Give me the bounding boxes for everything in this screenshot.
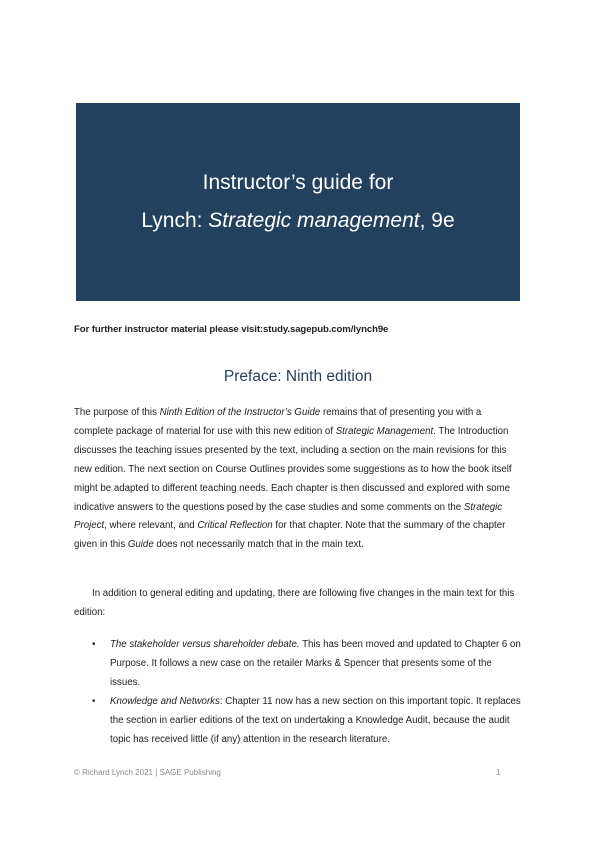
italic-run: Strategic Project bbox=[74, 501, 503, 532]
title-line-1: Instructor’s guide for bbox=[202, 171, 394, 194]
changes-list bbox=[74, 636, 522, 749]
footer-copyright: © Richard Lynch 2021 | SAGE Publishing bbox=[74, 768, 221, 777]
text-run: remains that of presenting you with a complete package of material for use with this new edition of bbox=[74, 407, 482, 437]
title-line-2 bbox=[76, 209, 520, 233]
paragraph-changes: In addition to general editing and updating, there are following five changes in the main text for this edition: bbox=[74, 588, 515, 618]
paragraph-purpose bbox=[74, 404, 522, 555]
bullet-icon: • bbox=[92, 639, 96, 650]
item-title: The stakeholder versus shareholder debate. bbox=[110, 639, 300, 650]
title-banner bbox=[76, 103, 520, 301]
italic-run: Ninth Edition of the Instructor’s Guide bbox=[159, 407, 321, 418]
title-edition: , 9e bbox=[419, 209, 455, 232]
item-text: : Chapter 11 now has a new section on this important topic. It replaces the section in earlier editions of the text on undertaking a Knowledge Audit, because the audit topic has received little (if any) attention in the research literature. bbox=[110, 695, 521, 745]
italic-run: Critical Reflection bbox=[197, 520, 273, 532]
page-number: 1 bbox=[496, 768, 501, 777]
list-item bbox=[74, 636, 522, 693]
preface-heading: Preface: Ninth edition bbox=[223, 368, 373, 385]
item-text: This has been moved and updated to Chapter 6 on Purpose. It follows a new case on the retailer Marks & Spencer that presents some of the issues. bbox=[110, 639, 521, 688]
text-run: . The Introduction discusses the teaching issues presented by the text, including a section on the main revisions for this new edition. The next section on Course Outlines provides some suggestions as to how the book itself might be adapted to different teaching needs. Each chapter is then discussed and explored with some indicative answers to the questions posed by the case studies and some comments on the bbox=[74, 425, 512, 513]
bullet-icon: • bbox=[92, 695, 96, 707]
text-run: does not necessarily match that in the main text. bbox=[153, 539, 364, 551]
italic-run: Guide bbox=[127, 539, 154, 551]
title-book: Strategic management bbox=[208, 209, 420, 232]
text-run: for that chapter. Note that the summary of the chapter given in this bbox=[74, 520, 506, 551]
italic-run: Strategic Management bbox=[335, 425, 434, 437]
text-run: , where relevant, and bbox=[104, 520, 198, 532]
list-item bbox=[74, 693, 522, 750]
title-author: Lynch: bbox=[141, 209, 209, 232]
further-material-note: For further instructor material please visit:study.sagepub.com/lynch9e bbox=[74, 324, 389, 335]
text-run: The purpose of this bbox=[74, 407, 160, 418]
item-title: Knowledge and Networks bbox=[110, 695, 220, 707]
